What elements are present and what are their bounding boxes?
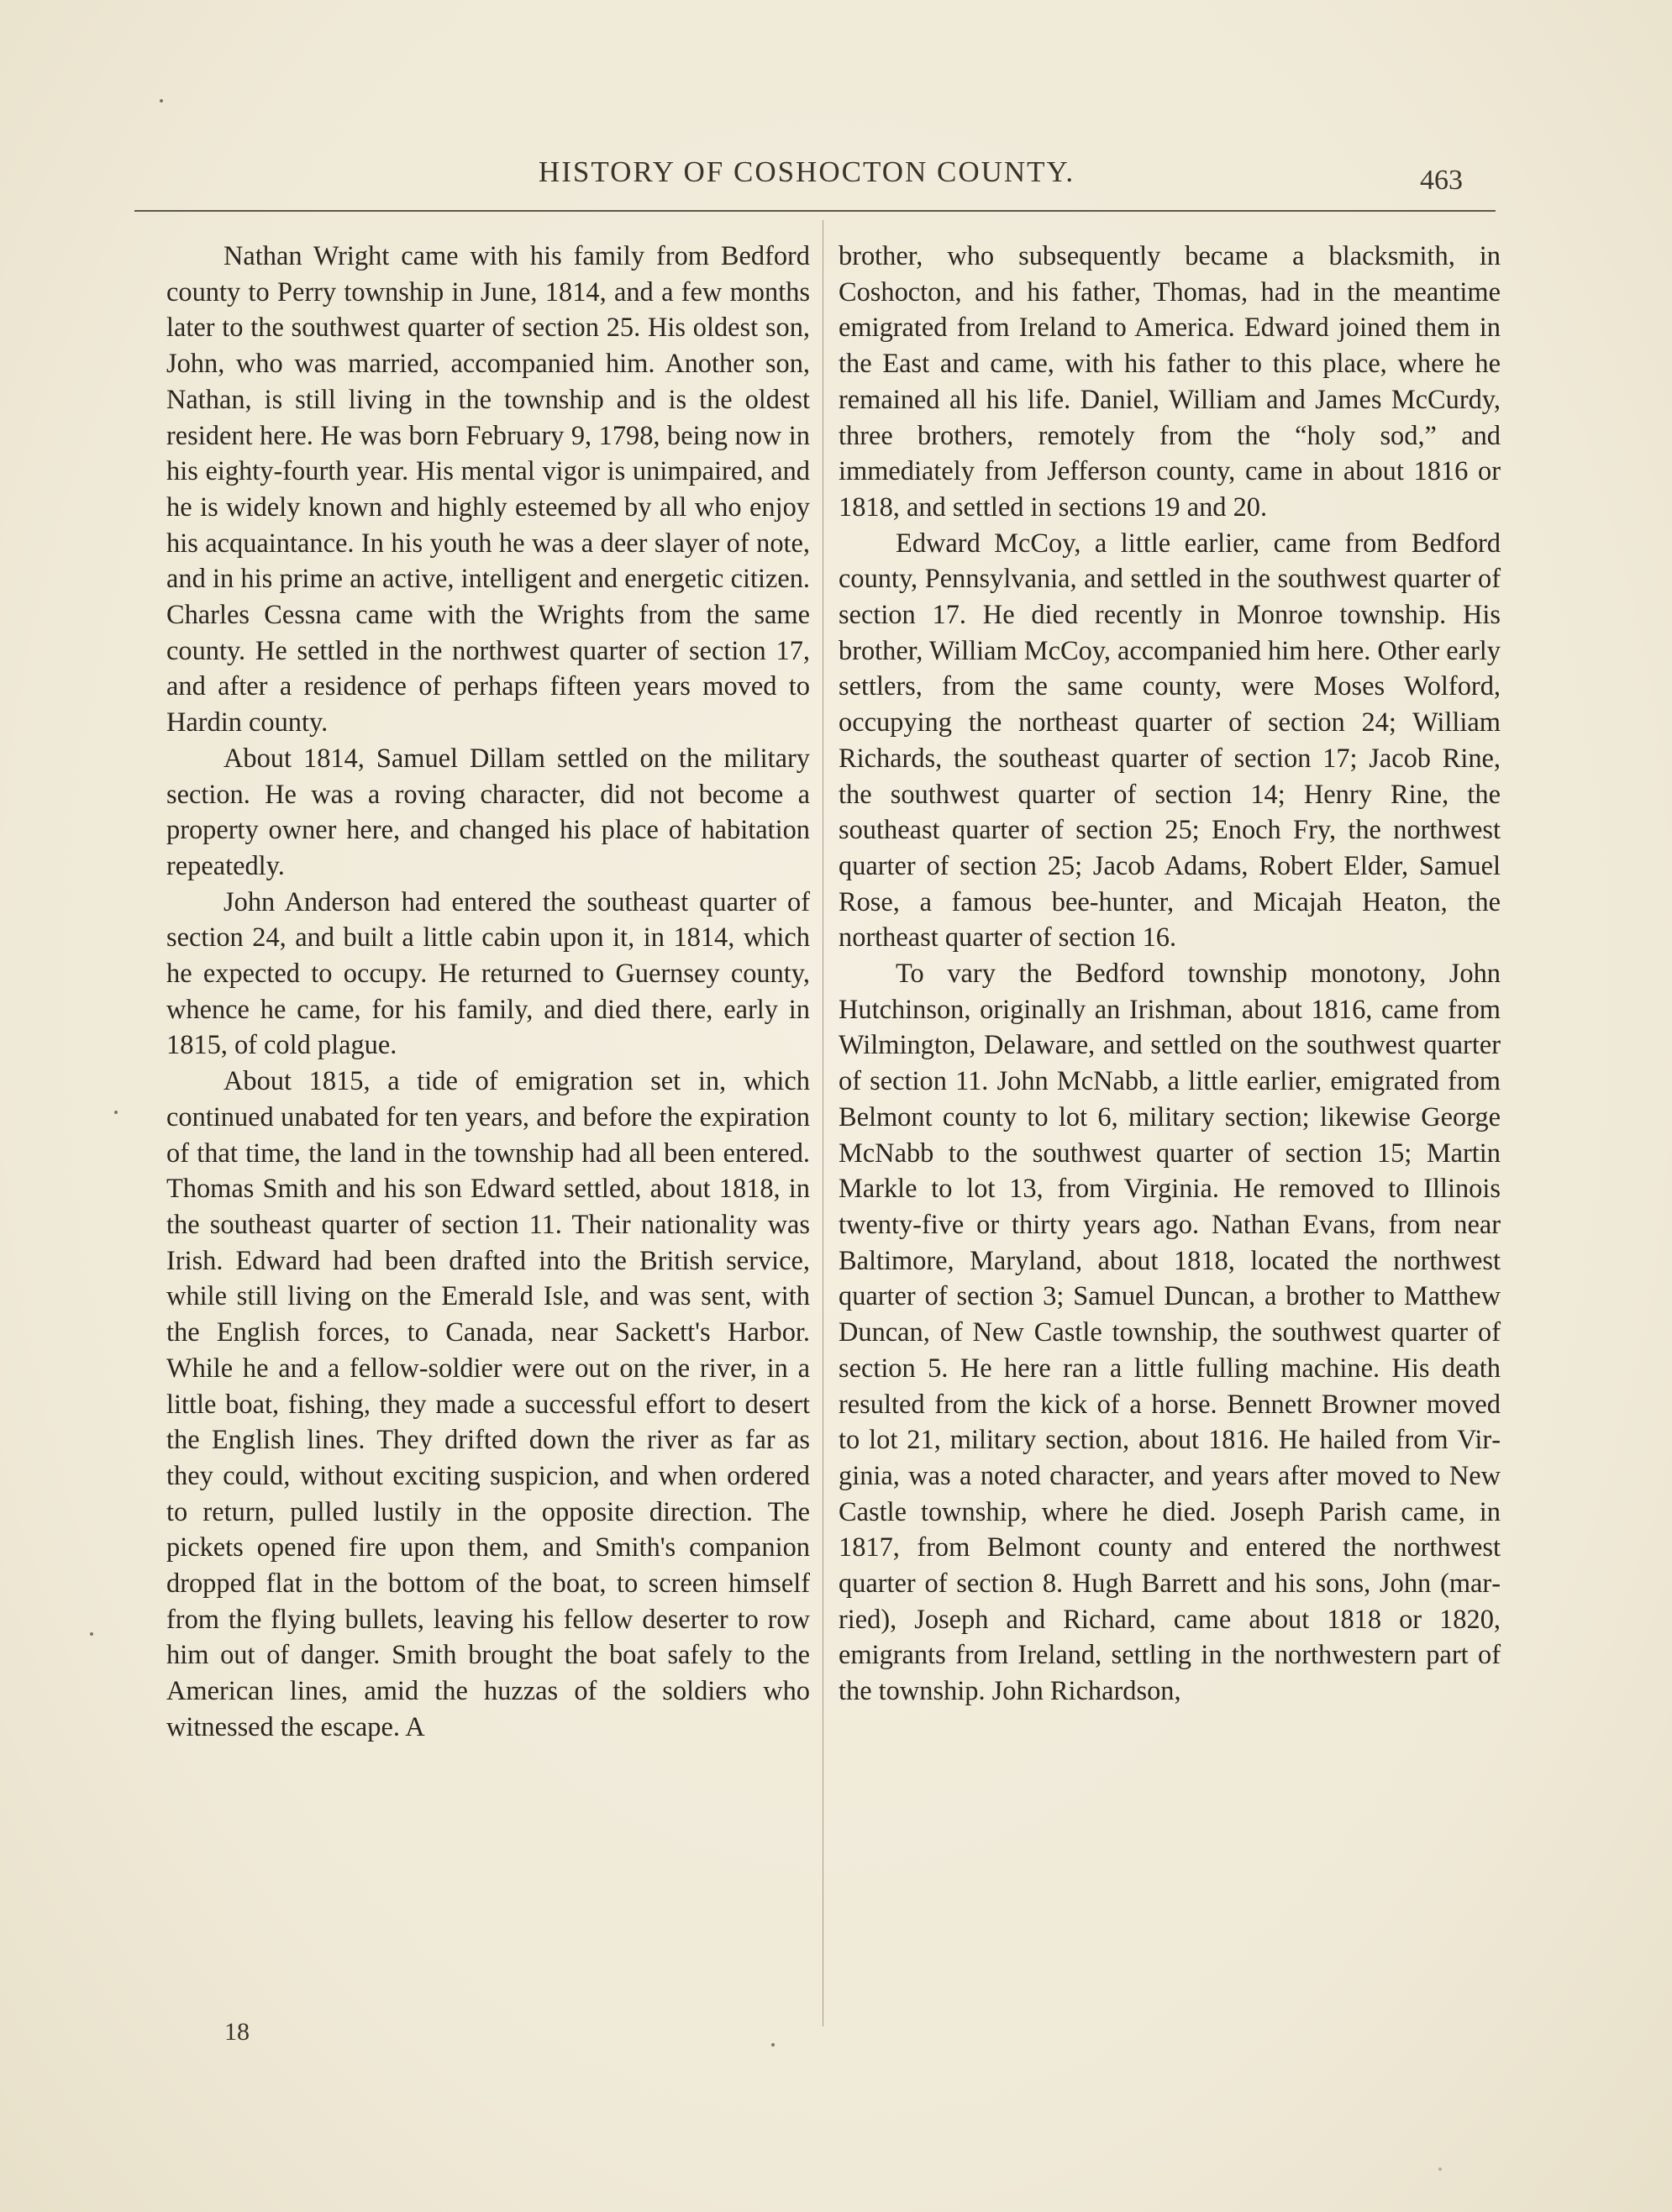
running-head-title: HISTORY OF COSHOCTON COUNTY. (538, 155, 1075, 188)
paper-speck (771, 2043, 775, 2046)
paper-speck (114, 1111, 118, 1114)
header-rule (134, 210, 1496, 212)
paragraph-samuel-dillam: About 1814, Samuel Dillam settled on the military section. He was a roving character, did not become a property owner here, and changed his place of habitation repeatedly. (166, 743, 810, 881)
page-number: 463 (1420, 165, 1463, 196)
paper-speck (160, 99, 163, 102)
paper-speck (1438, 2167, 1442, 2171)
paragraph-john-anderson: John Anderson had entered the southeast quarter of section 24, and built a little cabin upon it, in 1814, which he expected to occupy. He returned to Guernsey county, whence he came, for his family, and died there, early in 1815, of cold plague. (166, 886, 810, 1061)
paragraph-john-hutchinson: To vary the Bedford township monotony, John Hutchinson, originally an Irishman, about 1816, came from Wilmington, Delaware, and settled on the southwest quarter of section 11. John McNabb, a little earlier, emigrated from Belmont county to lot 6, military section; likewise George McNabb to the southwest quarter of section 15; Martin Markle to lot 13, from Virginia. He removed to Illinois twenty-five or thirty years ago. Nathan Evans, from near Baltimore, Maryland, about 1818, located the northwest quarter of section 3; Samuel Duncan, a brother to Matthew Duncan, of New Castle township, the southwest quarter of section 5. He here ran a little fulling machine. His death resulted from the kick of a horse. Bennett Browner moved to lot 21, military section, about 1816. He hailed from Virginia, was a noted character, and years after moved to New Castle township, where he died. Joseph Parish came, in 1817, from Belmont county and entered the northwest quarter of section 8. Hugh Barrett and his sons, John (married), Joseph and Richard, came about 1818 or 1820, emigrants from Ireland, settling in the northwestern part of the township. John Richardson, (839, 959, 1501, 1707)
paragraph-edward-mccoy: Edward McCoy, a little earlier, came from Bedford county, Pennsylvania, and settled in the southwest quarter of section 17. He died recently in Monroe township. His brother, William McCoy, accompanied him here. Other early settlers, from the same county, were Moses Wolford, occupying the northeast quarter of section 24; William Richards, the southeast quarter of section 17; Jacob Rine, the southwest quarter of section 14; Henry Rine, the southeast quarter of section 25; Enoch Fry, the northwest quarter of section 25; Jacob Adams, Robert Elder, Samuel Rose, a famous bee-hunter, and Micajah Heaton, the northeast quarter of section 16. (839, 528, 1501, 954)
signature-mark: 18 (224, 2018, 250, 2046)
right-column (839, 239, 1501, 1710)
paper-speck (90, 1632, 93, 1636)
paragraph-nathan-wright: Nathan Wright came with his family from Bedford county to Perry township in June, 1814, and a few months later to the southwest quarter of section 25. His oldest son, John, who was married, accompanied him. Another son, Nathan, is still living in the township and is the oldest resident here. He was born February 9, 1798, being now in his eighty-fourth year. His mental vigor is unimpaired, and he is widely known and highly esteemed by all who enjoy his acquaintance. In his youth he was a deer slayer of note, and in his prime an active, intelligent and energetic citizen. Charles Cessna came with the Wrights from the same county. He settled in the northwest quarter of section 17, and after a residence of perhaps fifteen years moved to Hardin county. (166, 241, 810, 738)
left-column (166, 239, 810, 1746)
paragraph-continuation: brother, who subsequently became a blacksmith, in Coshocton, and his father, Thomas, had in the meantime emigrated from Ireland to America. Edward joined them in the East and came, with his father to this place, where he remained all his life. Daniel, William and James McCurdy, three brothers, remotely from the “holy sod,” and immediately from Jefferson county, came in about 1816 or 1818, and settled in sections 19 and 20. (839, 241, 1501, 523)
paragraph-emigration-tide: About 1815, a tide of emigration set in, which continued unabated for ten years, and before the expiration of that time, the land in the township had all been entered. Thomas Smith and his son Edward settled, about 1818, in the southeast quarter of section 11. Their nationality was Irish. Edward had been drafted into the British service, while still living on the Emerald Isle, and was sent, with the English forces, to Canada, near Sackett's Harbor. While he and a fellow-soldier were out on the river, in a little boat, fishing, they made a successful effort to desert the English lines. They drifted down the river as far as they could, without exciting suspicion, and when ordered to return, pulled lustily in the opposite direction. The pickets opened fire upon them, and Smith's companion dropped flat in the bottom of the boat, to screen himself from the flying bullets, leaving his fellow deserter to row him out of danger. Smith brought the boat safely to the American lines, amid the huzzas of the soldiers who witnessed the escape. A (166, 1066, 810, 1742)
